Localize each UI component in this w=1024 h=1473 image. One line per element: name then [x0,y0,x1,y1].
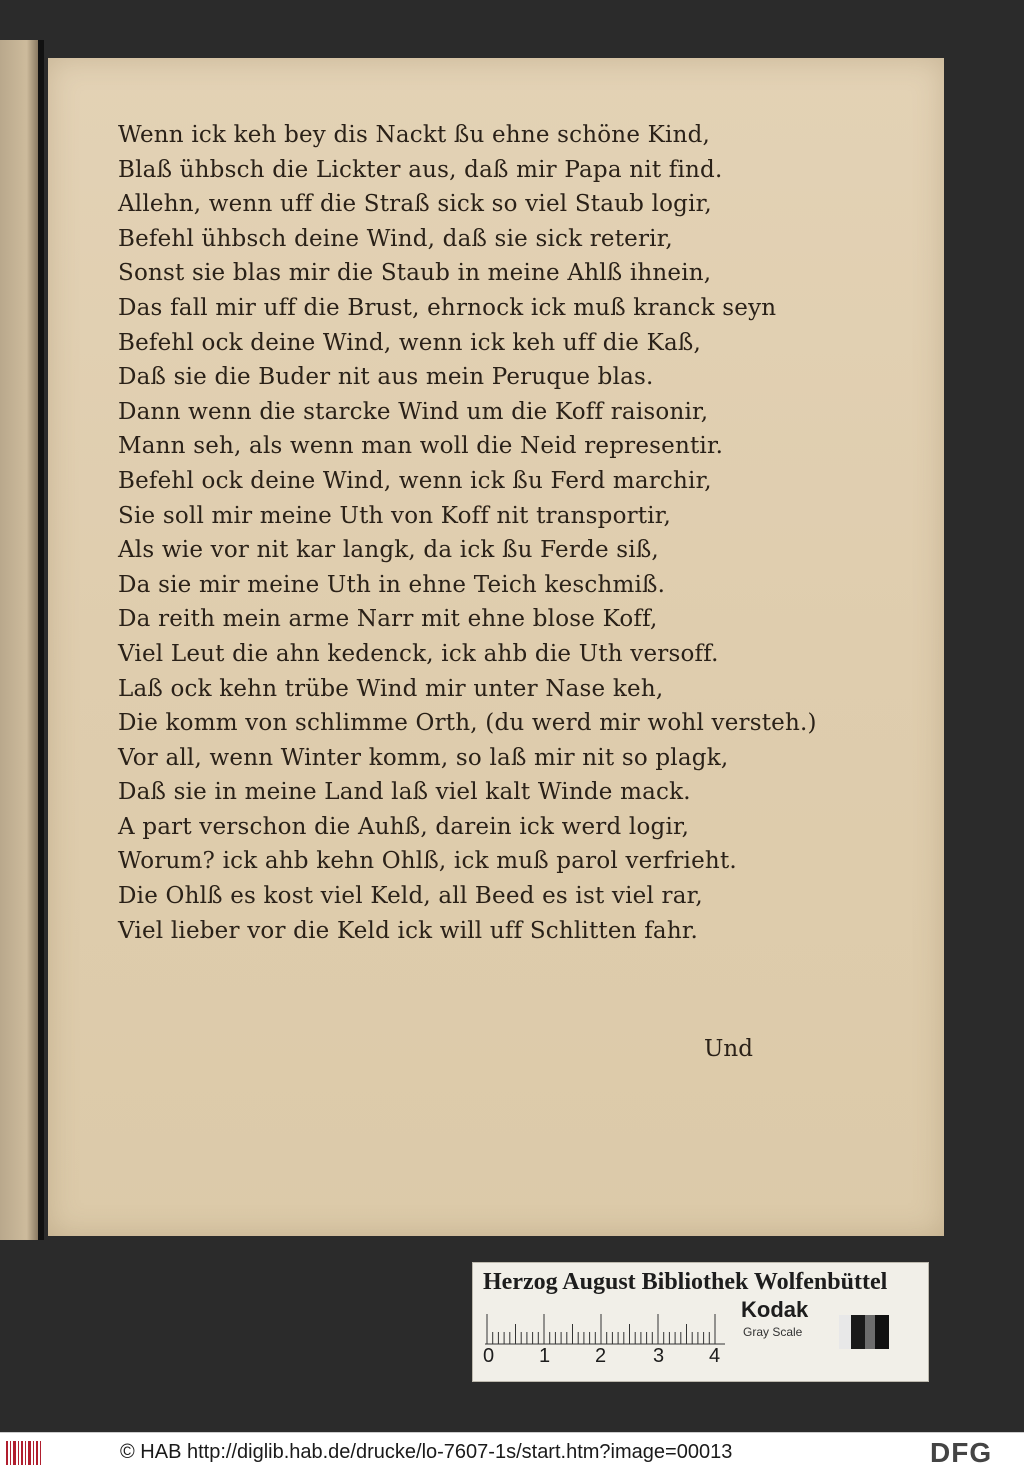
kodak-logo: Kodak [741,1297,809,1322]
poem-line: Da reith mein arme Narr mit ehne blose Koff, [118,606,658,633]
poem-line: Daß sie die Buder nit aus mein Peruque blas. [118,364,654,391]
poem-line: Da sie mir meine Uth in ehne Teich keschmiß. [118,571,666,598]
gray-swatch [875,1315,889,1349]
ruler-tick-label: 0 [483,1345,495,1367]
gray-swatch [865,1315,875,1349]
poem-line: Daß sie in meine Land laß viel kalt Winde mack. [118,779,691,806]
ruler-tick-label: 2 [595,1345,607,1367]
poem-line: Worum? ick ahb kehn Ohlß, ick muß parol verfrieht. [118,848,737,875]
barcode-icon [6,1439,44,1467]
ruler-tick-label: 3 [653,1345,665,1367]
poem-line: Befehl ock deine Wind, wenn ick keh uff die Kaß, [118,329,701,356]
permalink-citation[interactable]: © HAB http://diglib.hab.de/drucke/lo-7607-1s/start.htm?image=00013 [120,1441,733,1463]
poem-line: Als wie vor nit kar langk, da ick ßu Ferde siß, [118,537,659,564]
poem-line: Mann seh, als wenn man woll die Neid representir. [118,433,724,460]
poem-line: A part verschon die Auhß, darein ick werd logir, [118,813,690,840]
poem-line: Blaß ühbsch die Lickter aus, daß mir Papa nit find. [118,156,723,183]
poem-line: Vor all, wenn Winter komm, so laß mir nit so plagk, [118,744,729,771]
poem-line: Dann wenn die starcke Wind um die Koff raisonir, [118,398,709,425]
poem-line: Viel Leut die ahn kedenck, ick ahb die Uth versoff. [118,640,719,667]
catchword: Und [704,1036,753,1062]
previous-page-edge [0,40,38,1240]
binding-shadow [38,40,44,1240]
poem-line: Wenn ick keh bey dis Nackt ßu ehne schöne Kind, [118,122,711,148]
poem-line: Sonst sie blas mir die Staub in meine Ahlß ihnein, [118,260,712,287]
ruler-scale [485,1311,725,1345]
poem-line: Sie soll mir meine Uth von Koff nit transportir, [118,502,671,529]
gray-swatch [851,1315,865,1349]
poem-line: Allehn, wenn uff die Straß sick so viel Staub logir, [118,191,712,218]
book-page [48,58,944,1236]
color-calibration-card [472,1262,929,1382]
poem-line: Befehl ock deine Wind, wenn ick ßu Ferd marchir, [118,467,712,494]
poem-line: Die Ohlß es kost viel Keld, all Beed es ist viel rar, [118,883,703,910]
poem-text [118,118,878,948]
library-name: Herzog August Bibliothek Wolfenbüttel [483,1269,888,1295]
gray-scale-label: Gray Scale [743,1325,803,1339]
dfg-logo: DFG [930,1437,993,1468]
poem-line: Laß ock kehn trübe Wind mir unter Nase keh, [118,675,664,702]
ruler-tick-label: 4 [709,1345,721,1367]
poem-line: Die komm von schlimme Orth, (du werd mir wohl versteh.) [118,710,817,737]
viewer-footer [0,1432,1024,1473]
poem-line: Viel lieber vor die Keld ick will uff Schlitten fahr. [118,917,699,944]
gray-swatch [839,1315,851,1349]
ruler-labels [473,1345,753,1373]
poem-line: Befehl ühbsch deine Wind, daß sie sick reterir, [118,225,673,252]
ruler-tick-label: 1 [539,1345,551,1367]
poem-line: Das fall mir uff die Brust, ehrnock ick muß kranck seyn [118,294,777,321]
